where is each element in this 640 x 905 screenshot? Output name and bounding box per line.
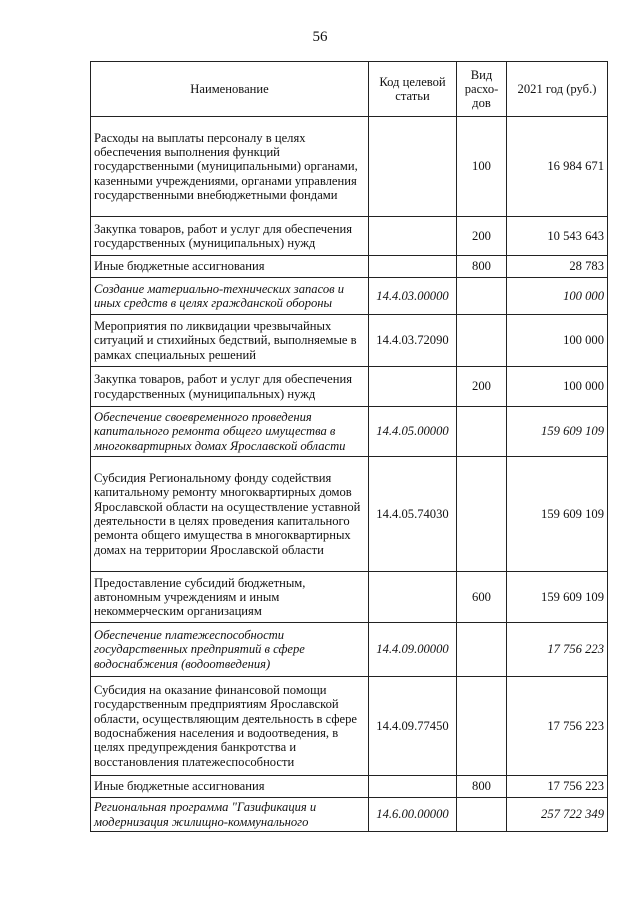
row-sum: 100 000 [507, 278, 608, 315]
table-row [91, 798, 608, 832]
row-name: Иные бюджетные ассигнования [91, 776, 369, 798]
table-row [91, 217, 608, 256]
table-row [91, 315, 608, 367]
row-kind: 600 [457, 572, 507, 623]
row-sum: 100 000 [507, 367, 608, 407]
row-code: 14.4.09.77450 [369, 677, 457, 776]
header-kind: Вид расхо-дов [457, 62, 507, 117]
header-code: Код целевой статьи [369, 62, 457, 117]
row-sum: 17 756 223 [507, 677, 608, 776]
row-sum: 17 756 223 [507, 776, 608, 798]
row-kind: 200 [457, 217, 507, 256]
table-row [91, 117, 608, 217]
table-row [91, 278, 608, 315]
header-sum: 2021 год (руб.) [507, 62, 608, 117]
row-sum: 28 783 [507, 256, 608, 278]
row-sum: 159 609 109 [507, 457, 608, 572]
row-sum: 159 609 109 [507, 572, 608, 623]
row-name: Закупка товаров, работ и услуг для обеспечения государственных (муниципальных) нужд [91, 367, 369, 407]
row-code [369, 256, 457, 278]
table-row [91, 256, 608, 278]
table-header-row [91, 62, 608, 117]
row-code: 14.4.09.00000 [369, 623, 457, 677]
row-name: Субсидия Региональному фонду содействия капитальному ремонту многоквартирных домов Ярославской области на осуществление уставной деятельности в целях проведения капитального ремонта общего имущества в многоквартирных домах на территории Ярославской области [91, 457, 369, 572]
row-name: Создание материально-технических запасов и иных средств в целях гражданской обороны [91, 278, 369, 315]
row-name: Расходы на выплаты персоналу в целях обеспечения выполнения функций государственными (муниципальными) органами, казенными учреждениями, органами управления государственными внебюджетными фондами [91, 117, 369, 217]
row-kind [457, 278, 507, 315]
table-row [91, 457, 608, 572]
row-code: 14.4.03.72090 [369, 315, 457, 367]
row-kind: 100 [457, 117, 507, 217]
row-code [369, 776, 457, 798]
table-row [91, 367, 608, 407]
table-row [91, 407, 608, 457]
row-code [369, 367, 457, 407]
row-code: 14.4.03.00000 [369, 278, 457, 315]
row-sum: 159 609 109 [507, 407, 608, 457]
row-kind [457, 798, 507, 832]
row-kind: 200 [457, 367, 507, 407]
row-kind [457, 457, 507, 572]
table-row [91, 623, 608, 677]
row-sum: 17 756 223 [507, 623, 608, 677]
row-code [369, 217, 457, 256]
page-number: 56 [312, 29, 328, 45]
row-name: Обеспечение своевременного проведения капитального ремонта общего имущества в многоквартирных домах Ярославской области [91, 407, 369, 457]
table-row [91, 677, 608, 776]
table-row [91, 776, 608, 798]
header-name: Наименование [91, 62, 369, 117]
row-code [369, 117, 457, 217]
row-name: Субсидия на оказание финансовой помощи государственным предприятиям Ярославской области, осуществляющим деятельность в сфере водоснабжения населения и водоотведения, в целях предупреждения банкротства и восстановления платежеспособности [91, 677, 369, 776]
row-name: Мероприятия по ликвидации чрезвычайных ситуаций и стихийных бедствий, выполняемые в рамках специальных решений [91, 315, 369, 367]
row-sum: 10 543 643 [507, 217, 608, 256]
row-kind [457, 677, 507, 776]
row-code: 14.6.00.00000 [369, 798, 457, 832]
row-code: 14.4.05.74030 [369, 457, 457, 572]
row-kind [457, 407, 507, 457]
row-name: Обеспечение платежеспособности государственных предприятий в сфере водоснабжения (водоотведения) [91, 623, 369, 677]
budget-table [90, 61, 608, 832]
row-kind [457, 315, 507, 367]
row-sum: 257 722 349 [507, 798, 608, 832]
table-row [91, 572, 608, 623]
row-name: Иные бюджетные ассигнования [91, 256, 369, 278]
row-kind: 800 [457, 776, 507, 798]
row-code [369, 572, 457, 623]
row-kind: 800 [457, 256, 507, 278]
row-name: Предоставление субсидий бюджетным, автономным учреждениям и иным некоммерческим организациям [91, 572, 369, 623]
row-kind [457, 623, 507, 677]
row-code: 14.4.05.00000 [369, 407, 457, 457]
row-sum: 16 984 671 [507, 117, 608, 217]
row-sum: 100 000 [507, 315, 608, 367]
row-name: Закупка товаров, работ и услуг для обеспечения государственных (муниципальных) нужд [91, 217, 369, 256]
row-name: Региональная программа "Газификация и модернизация жилищно-коммунального [91, 798, 369, 832]
